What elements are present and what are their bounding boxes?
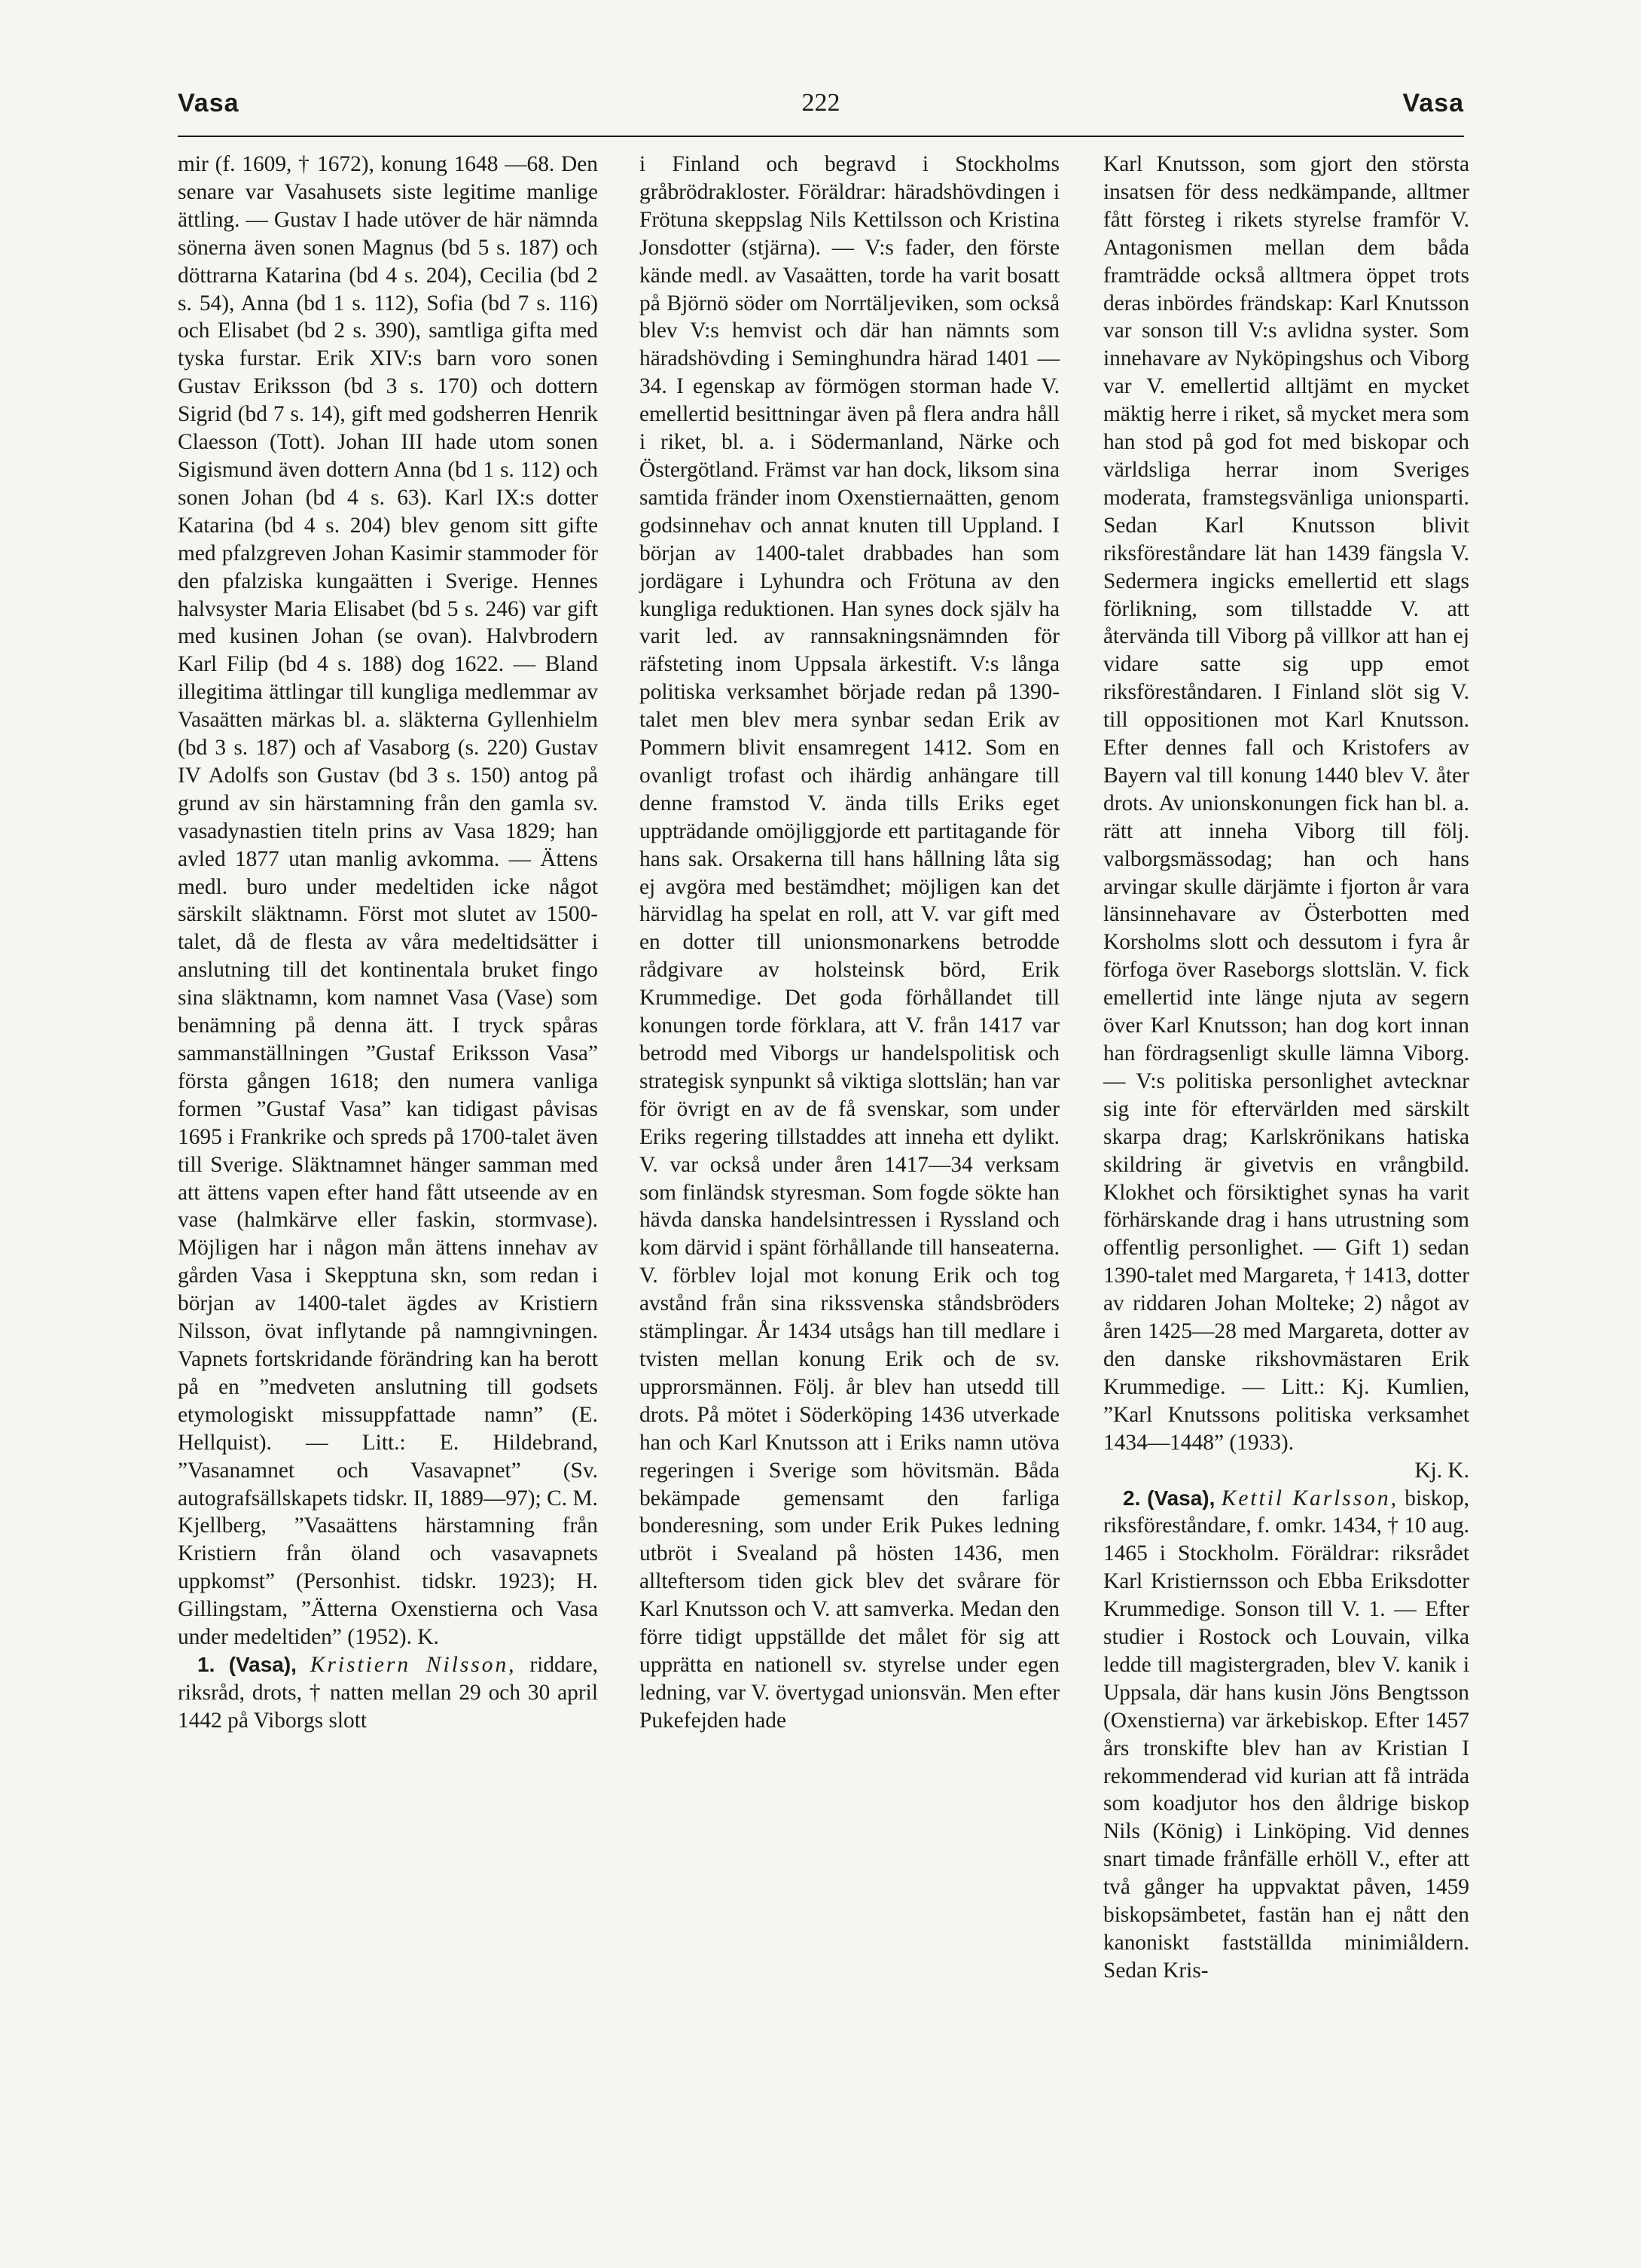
page-number: 222 — [801, 89, 840, 117]
entry-1-name: Kristiern Nilsson, — [310, 1652, 517, 1677]
entry-2 — [1103, 1485, 1469, 1985]
running-head-right: Vasa — [1402, 89, 1464, 117]
column-right — [1103, 151, 1469, 1985]
column-left — [178, 151, 598, 1735]
column-middle — [639, 151, 1060, 1735]
entry-2-name: Kettil Karlsson, — [1221, 1486, 1399, 1510]
author-signature: Kj. K. — [1414, 1458, 1469, 1483]
entry-2-heading: 2. (Vasa), — [1123, 1486, 1215, 1510]
page-header — [178, 89, 1464, 134]
entry-2-text: biskop, riksföreståndare, f. omkr. 1434, † 10 aug. 1465 i Stockholm. Föräldrar: riksrådet Karl Kristiernsson och Ebba Eriksdotter Krummedige. Sonson till V. 1. — Efter studier i Rostock och Louvain, vilka ledde till magistergraden, blev V. kanik i Uppsala, där hans kusin Jöns Bengtsson (Oxenstierna) var ärkebiskop. Efter 1457 års tronskifte blev han av Kristian I rekommenderad vid kurian att få inträda som koadjutor hos den åldrige biskop Nils (König) i Linköping. Vid dennes snart timade frånfälle erhöll V., efter att två gånger ha uppvaktat påven, 1459 biskopsämbetet, fastän han ej nått den kanoniskt fastställda minimiåldern. Sedan Kris- — [1103, 1486, 1469, 1983]
running-head-left: Vasa — [178, 89, 239, 117]
entry-1-conclusion-text: Karl Knutsson, som gjort den största insatsen för dess nedkämpande, alltmer fått försteg i rikets styrelse framför V. Antagonismen mellan dem båda framträdde också alltmera öppet trots deras inbördes frändskap: Karl Knutsson var sonson till V:s avlidna syster. Som innehavare av Nyköpingshus och Viborg var V. emellertid alltjämt en mycket mäktig herre i riket, så mycket mera som han stod på god fot med biskopar och världsliga herrar inom Sveriges moderata, framstegsvänliga unionsparti. Sedan Karl Knutsson blivit riksföreståndare lät han 1439 fängsla V. Sedermera ingicks emellertid ett slags förlikning, som tillstadde V. att återvända till Viborg på villkor att han ej vidare satte sig upp emot riksföreståndaren. I Finland slöt sig V. till oppositionen mot Karl Knutsson. Efter dennes fall och Kristofers av Bayern val till konung 1440 blev V. åter drots. Av unionskonungen fick han bl. a. rätt att inneha Viborg till följ. valborgsmässodag; han och hans arvingar skulle därjämte i fjorton år vara länsinnehavare av Österbotten med Korsholms slott och dessutom i fyra år förfoga över Raseborgs slottslän. V. fick emellertid inte länge njuta av segern över Karl Knutsson; han dog kort innan han fördragsenligt skulle lämna Viborg. — V:s politiska personlighet avtecknar sig inte för eftervärlden med särskilt skarpa drag; Karlskrönikans hatiska skildring är givetvis en vrångbild. Klokhet och försiktighet synas ha varit förhärskande drag i hans utrustning som offentlig personlighet. — Gift 1) sedan 1390-talet med Margareta, † 1413, dotter av riddaren Johan Molteke; 2) något av åren 1425—28 med Margareta, dotter av den danske rikshovmästaren Erik Krummedige. — Litt.: Kj. Kumlien, ”Karl Knutssons politiska verksamhet 1434—1448” (1933). — [1103, 152, 1469, 1455]
entry-1 — [178, 1651, 598, 1735]
family-article-text: mir (f. 1609, † 1672), konung 1648 —68. Den senare var Vasahusets siste legitime manlige ättling. — Gustav I hade utöver de här nämnda sönerna även sonen Magnus (bd 5 s. 187) och döttrarna Katarina (bd 4 s. 204), Cecilia (bd 2 s. 54), Anna (bd 1 s. 112), Sofia (bd 7 s. 116) och Elisabet (bd 2 s. 390), samtliga gifta med tyska furstar. Erik XIV:s barn voro sonen Gustav Eriksson (bd 3 s. 170) och dottern Sigrid (bd 7 s. 14), gift med godsherren Henrik Claesson (Tott). Johan III hade utom sonen Sigismund även dottern Anna (bd 1 s. 112) och sonen Johan (bd 4 s. 63). Karl IX:s dotter Katarina (bd 4 s. 204) blev genom sitt gifte med pfalzgreven Johan Kasimir stammoder för den pfalziska kungaätten i Sverige. Hennes halvsyster Maria Elisabet (bd 5 s. 246) var gift med kusinen Johan (se ovan). Halvbrodern Karl Filip (bd 4 s. 188) dog 1622. — Bland illegitima ättlingar till kungliga medlemmar av Vasaätten märkas bl. a. släkterna Gyllenhielm (bd 3 s. 187) och af Vasaborg (s. 220) Gustav IV Adolfs son Gustav (bd 3 s. 150) antog på grund av sin härstamning från den gamla sv. vasadynastien titeln prins av Vasa 1829; han avled 1877 utan manlig avkomma. — Ättens medl. buro under medeltiden icke något särskilt släktnamn. Först mot slutet av 1500-talet, då de flesta av våra medeltidsätter i anslutning till det kontinentala bruket fingo sina släktnamn, kom namnet Vasa (Vase) som benämning på denna ätt. I tryck spåras sammanställningen ”Gustaf Eriksson Vasa” första gången 1618; den numera vanliga formen ”Gustaf Vasa” kan tidigast påvisas 1695 i Frankrike och spreds på 1700-talet även till Sverige. Släktnamnet hänger samman med att ättens vapen efter hand fått utseende av en vase (halmkärve eller faskin, stormvase). Möjligen har i någon mån ättens innehav av gården Vasa i Skepptuna skn, som redan i början av 1400-talet ägdes av Kristiern Nilsson, övat inflytande på namngivningen. Vapnets fortskridande förändring kan ha berott på en ”medveten anslutning till godsets etymologiskt missuppfattade namn” (E. Hellquist). — Litt.: E. Hildebrand, ”Vasanamnet och Vasavapnet” (Sv. autografsällskapets tidskr. II, 1889—97); C. M. Kjellberg, ”Vasaättens härstamning från Kristiern från öland och vasavapnets uppkomst” (Personhist. tidskr. 1923); H. Gillingstam, ”Ätterna Oxenstierna och Vasa under medeltiden” (1952). K. — [178, 152, 598, 1650]
header-rule — [178, 136, 1464, 137]
entry-1-text: riddare, riksråd, drots, † natten mellan 29 och 30 april 1442 på Viborgs slott — [178, 1652, 598, 1733]
entry-1-heading: 1. (Vasa), — [197, 1652, 297, 1676]
entry-1-continued-text: i Finland och begravd i Stockholms gråbrödrakloster. Föräldrar: häradshövdingen i Frötuna skeppslag Nils Kettilsson och Kristina Jonsdotter (stjärna). — V:s fader, den förste kände medl. av Vasaätten, torde ha varit bosatt på Björnö söder om Norrtäljeviken, som också blev V:s hemvist och där han nämnts som häradshövding i Seminghundra härad 1401 —34. I egenskap av förmögen storman hade V. emellertid besittningar även på flera andra håll i riket, bl. a. i Södermanland, Närke och Östergötland. Främst var han dock, liksom sina samtida fränder inom Oxenstiernaätten, genom godsinnehav och annat knuten till Uppland. I början av 1400-talet drabbades han som jordägare i Lyhundra och Frötuna av den kungliga reduktionen. Han synes dock själv ha varit led. av rannsakningsnämnden för räfsteting inom Uppsala ärkestift. V:s långa politiska verksamhet började redan på 1390-talet men blev mera synbar sedan Erik av Pommern blivit ensamregent 1412. Som en ovanligt trofast och ihärdig anhängare till denne framstod V. ända tills Eriks eget uppträdande omöjliggjorde ett partitagande för hans sak. Orsakerna till hans hållning låta sig ej avgöra med bestämdhet; möjligen kan det härvidlag ha spelat en roll, att V. var gift med en dotter till unionsmonarkens betrodde rådgivare av holsteinsk börd, Erik Krummedige. Det goda förhållandet till konungen torde förklara, att V. från 1417 var betrodd med Viborgs ur handelspolitisk och strategisk synpunkt så viktiga slottslän; han var för övrigt en av de få svenskar, som under Eriks regering tillstaddes att inneha ett dylikt. V. var också under åren 1417—34 verksam som finländsk styresman. Som fogde sökte han hävda danska handelsintressen i Ryssland och kom därvid i spänt förhållande till hanseaterna. V. förblev lojal mot konung Erik och tog avstånd från sina rikssvenska ståndsbröders stämplingar. År 1434 utsågs han till medlare i tvisten mellan konung Erik och de sv. upprorsmännen. Följ. år blev han utsedd till drots. På mötet i Söderköping 1436 utverkade han och Karl Knutsson att i Eriks namn utöva regeringen i Sverige som hövitsmän. Båda bekämpade gemensamt den farliga bonderesning, som under Erik Pukes ledning utbröt i Svealand på hösten 1436, men allteftersom tiden gick blev det svårare för Karl Knutsson och V. att samverka. Medan den förre tidigt uppställde det målet för sig att upprätta en nationell sv. styrelse under egen ledning, var V. övertygad unionsvän. Men efter Pukefejden hade — [639, 152, 1060, 1733]
